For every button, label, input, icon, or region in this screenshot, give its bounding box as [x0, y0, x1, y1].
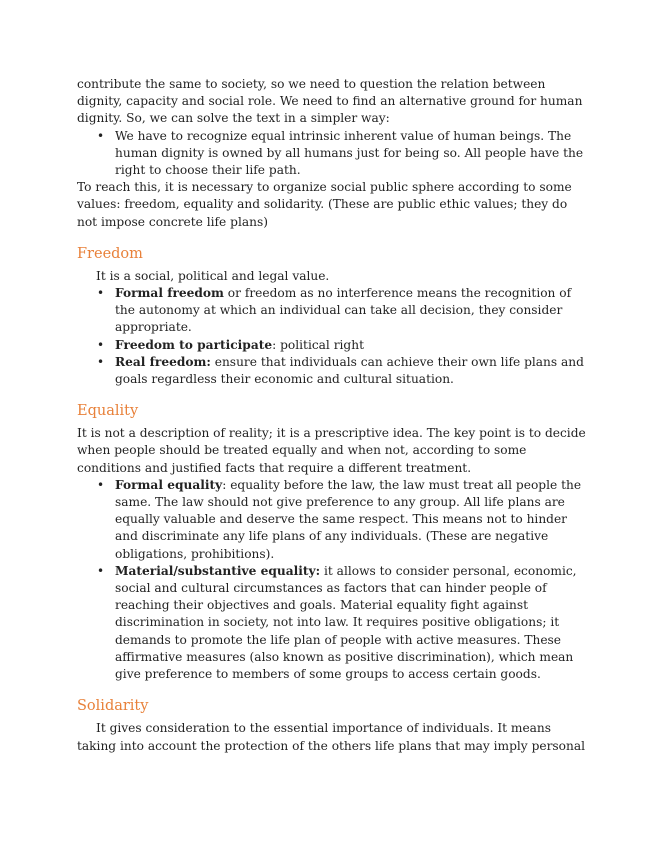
- definition: ensure that individuals can achieve their own life plans and goals regardless their economic and cultural situation.: [115, 354, 584, 387]
- equality-list: [77, 477, 587, 683]
- list-item: [115, 354, 587, 388]
- intro-bullet-list: [77, 128, 587, 180]
- list-item: • We have to recognize equal intrinsic inherent value of human beings. The human dignity is owned by all humans just for being so. All people have the right to choose their life path.: [115, 128, 587, 180]
- freedom-list: [77, 285, 587, 388]
- solidarity-heading: Solidarity: [77, 698, 149, 715]
- list-item: [115, 337, 587, 354]
- solidarity-paragraph: It gives consideration to the essential importance of individuals. It means taking into account the protection of the others life plans that may imply personal: [77, 721, 586, 753]
- list-item: [115, 285, 587, 337]
- definition: : equality before the law, the law must treat all people the same. The law should not give preference to any group. All life plans are equally valuable and deserve the same respect. This means not to hinder and discriminate any life plans of any individuals. (These are negative obligations, prohibitions).: [115, 477, 582, 561]
- definition: or freedom as no interference means the recognition of the autonomy at which an individual can take all decision, they consider appropriate.: [115, 286, 572, 335]
- term: Freedom to participate: [115, 337, 273, 352]
- list-item: [115, 563, 587, 683]
- definition: : political right: [272, 337, 364, 352]
- document-page: [77, 76, 587, 755]
- term: Material/substantive equality:: [115, 563, 321, 578]
- intro-closing-paragraph: To reach this, it is necessary to organize social public sphere according to some values: freedom, equality and solidarity. (These are public ethic values; they do not impose concrete life plans): [77, 180, 572, 229]
- list-item: [115, 477, 587, 563]
- term: Formal freedom: [115, 286, 224, 301]
- term: Real freedom:: [115, 354, 211, 369]
- equality-intro: It is not a description of reality; it is a prescriptive idea. The key point is to decide when people should be treated equally and when not, according to some conditions and justified facts that require a different treatment.: [77, 426, 586, 475]
- freedom-intro: It is a social, political and legal value.: [96, 268, 330, 283]
- freedom-heading: Freedom: [77, 245, 143, 262]
- term: Formal equality: [115, 477, 223, 492]
- intro-paragraph: contribute the same to society, so we need to question the relation between dignity, capacity and social role. We need to find an alternative ground for human dignity. So, we can solve the text in a simpler way:: [77, 77, 583, 126]
- definition: it allows to consider personal, economic, social and cultural circumstances as factors that can hinder people of reaching their objectives and goals. Material equality fight against discrimination in society, not into law. It requires positive obligations; it demands to promote the life plan of people with active measures. These affirmative measures (also known as positive discrimination), which mean give preference to members of some groups to access certain goods.: [115, 563, 577, 682]
- equality-heading: Equality: [77, 403, 139, 420]
